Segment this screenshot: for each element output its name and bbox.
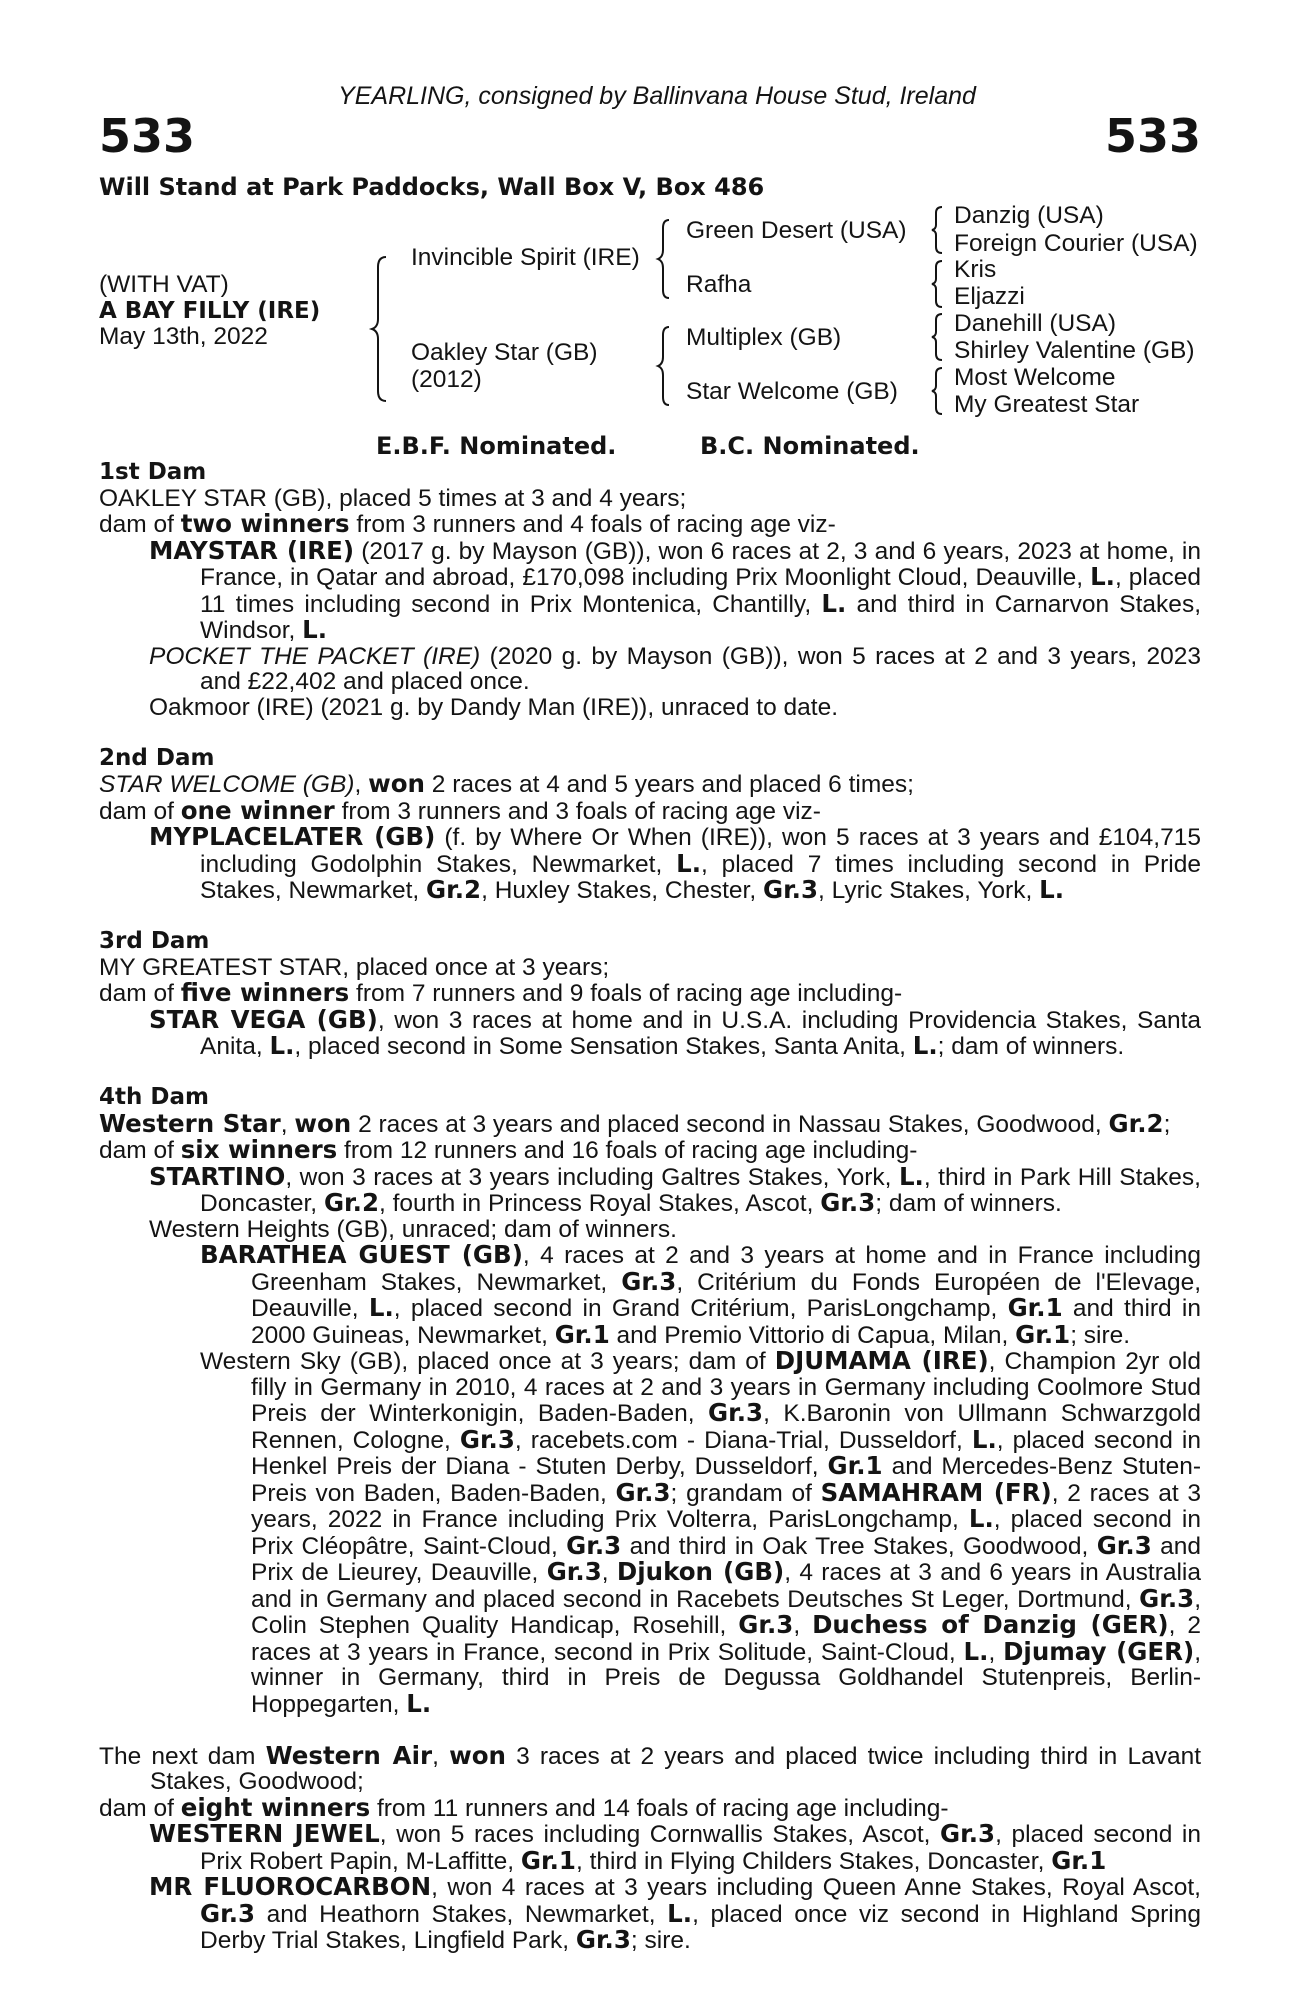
produce-maystar: MAYSTAR (IRE) (2017 g. by Mayson (GB)), won 6 races at 2, 3 and 6 years, 2023 at home, in France, in Qatar and abroad, £170,098 including Prix Moonlight Cloud, Deauville, L., placed 11 times including second in Prix Montenica, Chantilly, L. and third in Carnarvon Stakes, Windsor, L. [149,535,1202,644]
produce-western-jewel: WESTERN JEWEL, won 5 races including Cornwallis Stakes, Ascot, Gr.3, placed second in Prix Robert Papin, M-Laffitte, Gr.1, third in Flying Childers Stakes, Doncaster, Gr.1 [149,1819,1201,1875]
bc-nomination: B.C. Nominated. [700,432,920,460]
fourth-dam-section [99,1085,1201,1717]
third-dam-section [99,929,1201,1060]
fourth-dam-heading: 4th Dam [99,1084,209,1110]
second-dam-produce-line: dam of one winner from 3 runners and 3 foals of racing age viz- [99,795,821,825]
second-dam-section [99,746,1201,904]
bracket-g3 [930,312,944,362]
next-dam-line: The next dam Western Air, won 3 races at 2 years and placed twice including third in Lavant Stakes, Goodwood; [99,1740,1201,1795]
foaling-date: May 13th, 2022 [99,323,268,350]
first-dam-line: OAKLEY STAR (GB), placed 5 times at 3 and 4 years; [99,484,687,512]
bracket-gen1 [370,255,390,403]
third-dam-heading: 3rd Dam [99,928,210,954]
produce-myplacelater: MYPLACELATER (GB) (f. by Where Or When (IRE)), won 5 races at 3 years and £104,715 including Godolphin Stakes, Newmarket, L., placed 7 times including second in Pride Stakes, Newmarket, Gr.2, Huxley Stakes, Chester, Gr.3, Lyric Stakes, York, L. [149,822,1201,904]
dam-dam: Star Welcome (GB) [686,378,898,405]
produce-western-sky: Western Sky (GB), placed once at 3 years; dam of DJUMAMA (IRE), Champion 2yr old filly in Germany in 2010, 4 races at 2 and 3 years in Germany including Coolmore Stud Preis der Winterkonigin, Baden-Baden, Gr.3, K.Baronin von Ullmann Schwarzgold Rennen, Cologne, Gr.3, racebets.com - Diana-Trial, Dusseldorf, L., placed second in Henkel Preis der Diana - Stuten Derby, Dusseldorf, Gr.1 and Mercedes-Benz Stuten-Preis von Baden, Baden-Baden, Gr.3; grandam of SAMAHRAM (FR), 2 races at 3 years, 2022 in France including Prix Volterra, ParisLongchamp, L., placed second in Prix Cléopâtre, Saint-Cloud, Gr.3 and third in Oak Tree Stakes, Goodwood, Gr.3 and Prix de Lieurey, Deauville, Gr.3, Djukon (GB), 4 races at 3 and 6 years in Australia and in Germany and placed second in Racebets Deutsches St Leger, Dortmund, Gr.3, Colin Stephen Quality Handicap, Rosehill, Gr.3, Duchess of Danzig (GER), 2 races at 3 years in France, second in Prix Solitude, Saint-Cloud, L., Djumay (GER), winner in Germany, third in Preis de Degussa Goldhandel Stutenpreis, Berlin-Hoppegarten, L. [200,1346,1202,1718]
third-dam-produce-line: dam of five winners from 7 runners and 9 foals of racing age including- [99,978,903,1007]
grandsire-7: Most Welcome [954,364,1116,391]
next-dam-section [99,1740,1201,1954]
catalogue-text [99,460,1201,1954]
dam-year: (2012) [411,366,482,393]
horse-name: A BAY FILLY (IRE) [99,298,321,324]
first-dam-produce-line: dam of two winners from 3 runners and 4 foals of racing age viz- [99,509,836,538]
produce-mr-fluorocarbon: MR FLUOROCARBON, won 4 races at 3 years including Queen Anne Stakes, Royal Ascot, Gr.3 and Heathorn Stakes, Newmarket, L., placed once viz second in Highland Spring Derby Trial Stakes, Lingfield Park, Gr.3; sire. [149,1872,1201,1954]
second-dam-line: STAR WELCOME (GB), won 2 races at 4 and 5 years and placed 6 times; [99,769,914,798]
produce-western-heights: Western Heights (GB), unraced; dam of winners. [149,1215,677,1243]
first-dam-heading: 1st Dam [99,459,207,485]
grandsire-3: Kris [954,256,997,283]
bracket-g1 [930,205,944,255]
next-dam-produce-line: dam of eight winners from 11 runners and 14 foals of racing age including- [99,1792,949,1822]
stand-location: Will Stand at Park Paddocks, Wall Box V, Box 486 [99,173,765,201]
bracket-g4 [930,366,944,416]
lot-number-right: 533 [1104,109,1201,163]
grandsire-5: Danehill (USA) [954,310,1117,337]
sire-sire: Green Desert (USA) [686,217,907,244]
consignment-line: YEARLING, consigned by Ballinvana House Stud, Ireland [338,82,976,110]
ebf-nomination: E.B.F. Nominated. [376,432,617,460]
bracket-sire [656,218,672,300]
grandsire-8: My Greatest Star [954,391,1140,418]
grandsire-6: Shirley Valentine (GB) [954,337,1195,364]
sire-dam: Rafha [686,271,752,298]
produce-star-vega: STAR VEGA (GB), won 3 races at home and in U.S.A. including Providencia Stakes, Santa Anita, L., placed second in Some Sensation Stakes, Santa Anita, L.; dam of winners. [149,1004,1201,1060]
produce-oakmoor: Oakmoor (IRE) (2021 g. by Dandy Man (IRE)), unraced to date. [149,693,839,721]
bracket-dam [656,325,672,407]
dam-sire: Multiplex (GB) [686,324,842,351]
fourth-dam-produce-line: dam of six winners from 12 runners and 16 foals of racing age including- [99,1135,918,1164]
first-dam-section [99,460,1201,720]
second-dam-heading: 2nd Dam [99,744,215,771]
grandsire-1: Danzig (USA) [954,202,1104,229]
produce-startino: STARTINO, won 3 races at 3 years including Galtres Stakes, York, L., third in Park Hill Stakes, Doncaster, Gr.2, fourth in Princess Royal Stakes, Ascot, Gr.3; dam of winners. [149,1161,1201,1217]
dam: Oakley Star (GB) [411,339,598,366]
grandsire-4: Eljazzi [954,283,1025,310]
grandsire-2: Foreign Courier (USA) [954,230,1198,257]
third-dam-line: MY GREATEST STAR, placed once at 3 years; [99,953,610,981]
fourth-dam-line: Western Star, won 2 races at 3 years and placed second in Nassau Stakes, Goodwood, Gr.2; [99,1108,1171,1138]
bracket-g2 [930,259,944,309]
vat-note: (WITH VAT) [99,271,229,298]
lot-number-left: 533 [99,109,196,163]
produce-pocket-the-packet: POCKET THE PACKET (IRE) (2020 g. by Mayson (GB)), won 5 races at 2 and 3 years, 2023 and £22,402 and placed once. [149,642,1201,695]
sire: Invincible Spirit (IRE) [411,244,640,271]
produce-barathea-guest: BARATHEA GUEST (GB), 4 races at 2 and 3 years at home and in France including Greenham Stakes, Newmarket, Gr.3, Critérium du Fonds Européen de l'Elevage, Deauville, L., placed second in Grand Critérium, ParisLongchamp, Gr.1 and third in 2000 Guineas, Newmarket, Gr.1 and Premio Vittorio di Capua, Milan, Gr.1; sire. [200,1240,1202,1349]
